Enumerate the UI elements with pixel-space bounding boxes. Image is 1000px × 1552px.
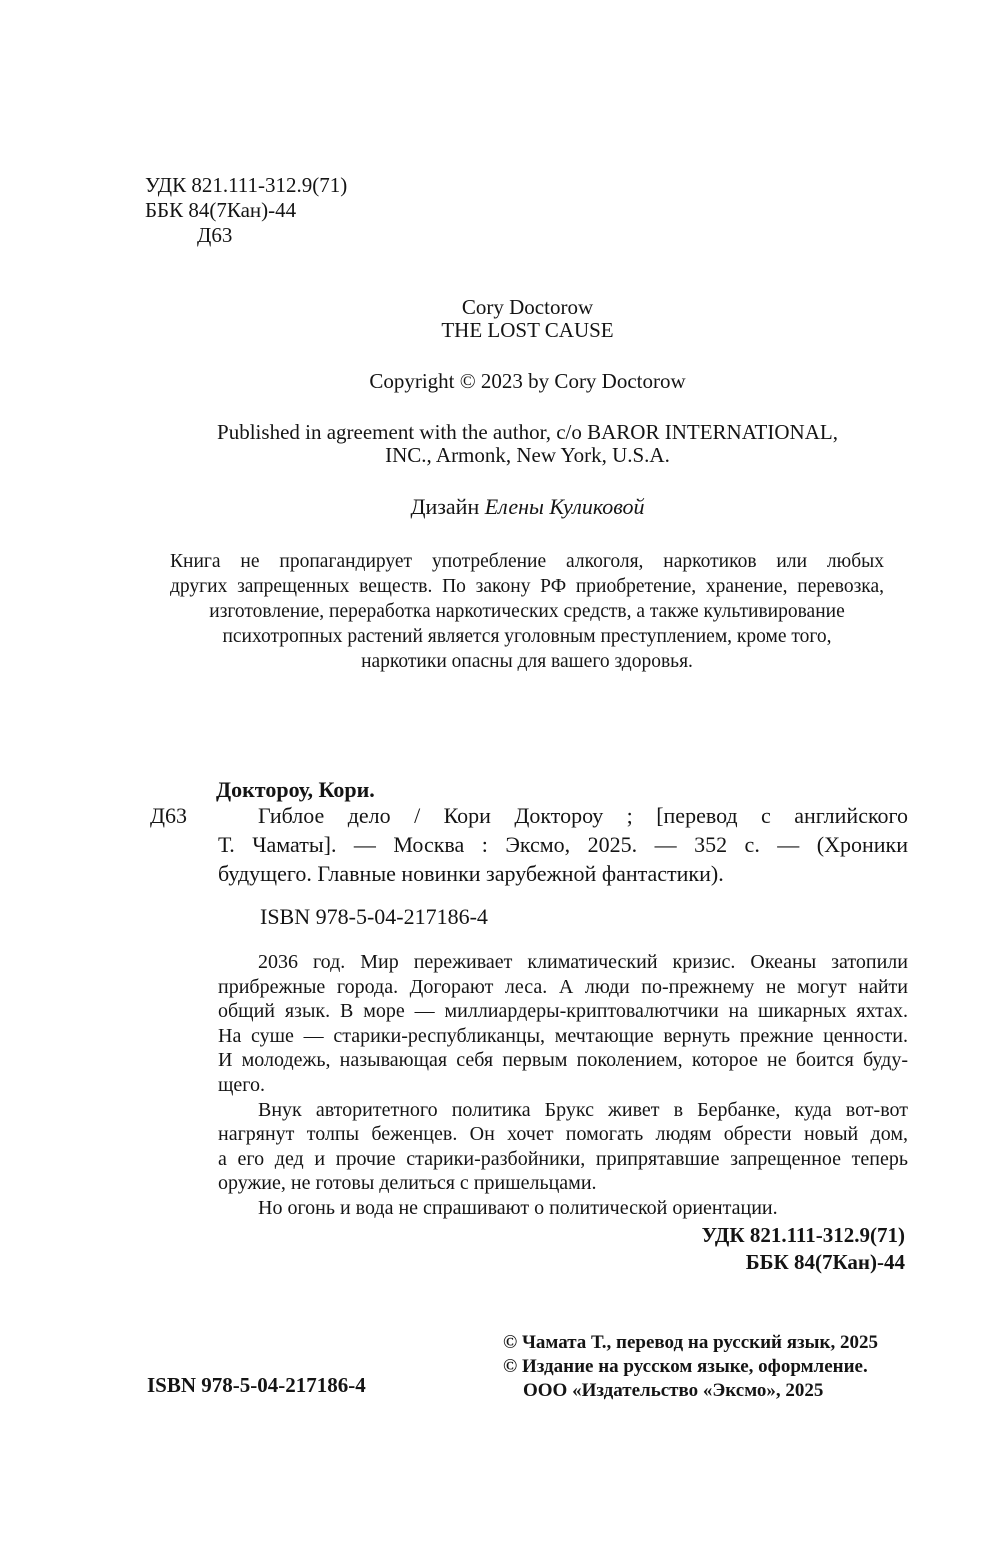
text-line: Но огонь и вода не спрашивают о политической ориентации.	[258, 1196, 778, 1219]
text-line: щего.	[218, 1073, 265, 1096]
annotation-paragraph-1	[218, 950, 908, 1098]
designer-name: Елены Куликовой	[484, 494, 645, 519]
original-author: Cory Doctorow	[461, 295, 594, 319]
annotation-paragraph-3	[218, 1196, 908, 1221]
catalog-code: Д63	[150, 803, 188, 828]
text-line: УДК 821.111-312.9(71)	[145, 173, 348, 197]
text-line: изготовление, переработка наркотических средств, а также культивирование	[209, 601, 845, 622]
text-line: Т. Чаматы]. — Москва : Эксмо, 2025. — 352 с. — (Хроники	[218, 832, 908, 857]
bottom-classification-codes	[145, 1222, 905, 1276]
annotation-paragraph-2	[218, 1098, 908, 1196]
text-line: ББК 84(7Кан)-44	[145, 198, 297, 222]
text-line: Д63	[197, 223, 233, 247]
text-line: УДК 821.111-312.9(71)	[701, 1223, 905, 1247]
text-line: будущего. Главные новинки зарубежной фантастики).	[218, 861, 724, 886]
copyright-notice: Copyright © 2023 by Cory Doctorow	[369, 369, 686, 393]
top-classification-codes	[145, 173, 347, 248]
text-line: Published in agreement with the author, c/o BAROR INTERNATIONAL,	[217, 420, 838, 444]
text-line: наркотики опасны для вашего здоровья.	[361, 651, 693, 672]
text-line: ББК 84(7Кан)-44	[745, 1250, 905, 1274]
text-line: INC., Armonk, New York, U.S.A.	[385, 442, 670, 467]
rights-block	[503, 1331, 878, 1403]
isbn-bottom: ISBN 978-5-04-217186-4	[147, 1373, 366, 1397]
design-credit	[145, 494, 910, 520]
original-title-block	[145, 296, 910, 342]
text-line: Внук авторитетного политика Брукс живет в Бербанке, куда вот-вот	[258, 1098, 908, 1121]
catalog-entry	[218, 801, 908, 888]
text-line: 2036 год. Мир переживает климатический кризис. Океаны затопили	[258, 951, 908, 973]
text-line: И молодежь, называющая себя первым поколением, которое не боится буду-	[218, 1049, 908, 1072]
text-line: а его дед и прочие старики-разбойники, припрятавшие запрещенное теперь	[218, 1147, 908, 1170]
text-line: Книга не пропагандирует употребление алкоголя, наркотиков или любых	[170, 551, 884, 572]
text-line: общий язык. В море — миллиардеры-криптовалютчики на шикарных яхтах.	[218, 1000, 908, 1023]
legal-disclaimer	[170, 549, 884, 674]
text-line: © Издание на русском языке, оформление.	[503, 1356, 868, 1377]
isbn-catalog: ISBN 978-5-04-217186-4	[260, 904, 488, 929]
design-credit-label: Дизайн	[410, 494, 485, 519]
text-line: Гиблое дело / Кори Доктороу ; [перевод с английского	[258, 803, 908, 828]
publication-agreement	[145, 421, 910, 466]
text-line: © Чамата Т., перевод на русский язык, 2025	[503, 1332, 878, 1353]
text-line: прибрежные города. Догорают леса. А люди по-прежнему не могут найти	[218, 975, 908, 998]
text-line: психотропных растений является уголовным преступлением, кроме того,	[222, 626, 832, 647]
text-line: нагрянут толпы беженцев. Он хочет помогать людям обрести новый дом,	[218, 1123, 908, 1146]
catalog-author: Доктороу, Кори.	[216, 777, 375, 802]
text-line: других запрещенных веществ. По закону РФ приобретение, хранение, перевозка,	[170, 576, 884, 597]
annotation	[218, 950, 908, 1221]
text-line: На суше — старики-республиканцы, мечтающие вернуть прежние ценности.	[218, 1024, 908, 1047]
original-title: THE LOST CAUSE	[441, 318, 614, 342]
text-line: оружие, не готовы делиться с пришельцами.	[218, 1172, 597, 1195]
text-line: ООО «Издательство «Эксмо», 2025	[523, 1380, 824, 1401]
